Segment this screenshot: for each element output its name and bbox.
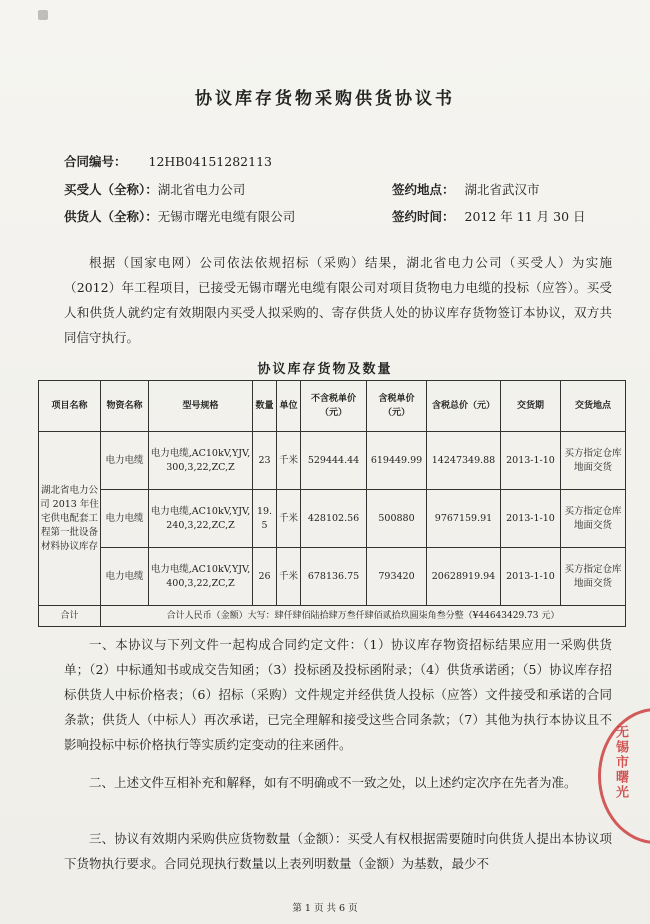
seal-text: 无锡市曙光 bbox=[613, 725, 628, 800]
price-ex-cell: 529444.44 bbox=[301, 432, 367, 490]
table-header-row bbox=[39, 381, 626, 432]
table-row bbox=[39, 548, 626, 606]
supplier-label: 供货人（全称）： bbox=[64, 209, 158, 224]
total-cell: 14247349.88 bbox=[427, 432, 501, 490]
scan-mark bbox=[38, 10, 48, 20]
sign-time-label: 签约时间： bbox=[392, 209, 455, 224]
price-in-cell: 500880 bbox=[367, 490, 427, 548]
delivery-cell: 2013-1-10 bbox=[501, 548, 561, 606]
price-ex-cell: 428102.56 bbox=[301, 490, 367, 548]
header-project: 项目名称 bbox=[39, 381, 101, 432]
header-price-in: 含税单价（元） bbox=[367, 381, 427, 432]
document-title: 协议库存货物采购供货协议书 bbox=[195, 89, 455, 109]
header-price-ex: 不含税单价（元） bbox=[301, 381, 367, 432]
spec-cell: 电力电缆,AC10kV,YJV,300,3,22,ZC,Z bbox=[149, 432, 253, 490]
place-cell: 买方指定仓库地面交货 bbox=[561, 432, 626, 490]
material-cell: 电力电缆 bbox=[101, 432, 149, 490]
sign-place-label: 签约地点： bbox=[392, 182, 455, 197]
buyer-line bbox=[64, 180, 245, 198]
qty-cell: 19.5 bbox=[253, 490, 277, 548]
supplier-name: 无锡市曙光电缆有限公司 bbox=[157, 209, 296, 224]
price-in-cell: 793420 bbox=[367, 548, 427, 606]
table-row bbox=[39, 490, 626, 548]
project-name-cell: 湖北省电力公司 2013 年住宅供电配套工程第一批设备材料协议库存 bbox=[39, 432, 101, 606]
price-in-cell: 619449.99 bbox=[367, 432, 427, 490]
intro-paragraph: 根据（国家电网）公司依法依规招标（采购）结果，湖北省电力公司（买受人）为实施（2012）年工程项目，已接受无锡市曙光电缆有限公司对项目货物电力电缆的投标（应答）。买受人和供货人就约定有效期限内买受人拟采购的、寄存供货人处的协议库存货物签订本协议，双方共同信守执行。 bbox=[64, 255, 612, 345]
unit-cell: 千米 bbox=[277, 490, 301, 548]
header-spec: 型号规格 bbox=[149, 381, 253, 432]
sign-place: 湖北省武汉市 bbox=[464, 182, 540, 197]
material-cell: 电力电缆 bbox=[101, 490, 149, 548]
total-label: 合计 bbox=[39, 606, 101, 627]
table-row bbox=[39, 432, 626, 490]
clause-3: 三、协议有效期内采购供应货物数量（金额）：买受人有权根据需要随时向供货人提出本协议项下货物执行要求。合同兑现执行数量以上表列明数量（金额）为基数，最少不 bbox=[64, 831, 612, 871]
clause-1: 一、本协议与下列文件一起构成合同约定文件：（1）协议库存物资招标结果应用一采购供货单；（2）中标通知书或成交告知函；（3）投标函及投标函附录；（4）供货承诺函；（5）协议库存招标供货人中标价格表；（6）招标（采购）文件规定并经供货人投标（应答）文件接受和承诺的合同条款；供货人（中标人）再次承诺，已完全理解和接受这些合同条款；（7）其他为执行本协议且不影响投标中标价格执行等实质约定变动的往来函件。 bbox=[64, 637, 612, 752]
place-cell: 买方指定仓库地面交货 bbox=[561, 490, 626, 548]
material-cell: 电力电缆 bbox=[101, 548, 149, 606]
header-material: 物资名称 bbox=[101, 381, 149, 432]
header-total: 含税总价（元） bbox=[427, 381, 501, 432]
spec-cell: 电力电缆,AC10kV,YJV,240,3,22,ZC,Z bbox=[149, 490, 253, 548]
unit-cell: 千米 bbox=[277, 548, 301, 606]
table-total-row bbox=[39, 606, 626, 627]
sign-time-line bbox=[392, 207, 586, 225]
contract-number: 12HB04151282113 bbox=[148, 154, 272, 169]
header-delivery: 交货期 bbox=[501, 381, 561, 432]
place-cell: 买方指定仓库地面交货 bbox=[561, 548, 626, 606]
price-ex-cell: 678136.75 bbox=[301, 548, 367, 606]
buyer-name: 湖北省电力公司 bbox=[157, 182, 246, 197]
delivery-cell: 2013-1-10 bbox=[501, 490, 561, 548]
page-footer: 第 1 页 共 6 页 bbox=[292, 903, 358, 914]
total-cell: 9767159.91 bbox=[427, 490, 501, 548]
buyer-label: 买受人（全称）： bbox=[64, 182, 158, 197]
supplier-line bbox=[64, 207, 295, 225]
total-cell: 20628919.94 bbox=[427, 548, 501, 606]
qty-cell: 23 bbox=[253, 432, 277, 490]
contract-number-line bbox=[64, 152, 272, 170]
goods-table bbox=[38, 380, 626, 627]
spec-cell: 电力电缆,AC10kV,YJV,400,3,22,ZC,Z bbox=[149, 548, 253, 606]
total-amount: 合计人民币（金额）大写：肆仟肆佰陆拾肆万叁仟肆佰贰拾玖圆柒角叁分整（¥44643429.73 元） bbox=[101, 606, 626, 627]
header-unit: 单位 bbox=[277, 381, 301, 432]
table-title: 协议库存货物及数量 bbox=[257, 362, 393, 377]
sign-place-line bbox=[392, 180, 540, 198]
sign-time: 2012 年 11 月 30 日 bbox=[464, 209, 586, 224]
header-place: 交货地点 bbox=[561, 381, 626, 432]
qty-cell: 26 bbox=[253, 548, 277, 606]
contract-number-label: 合同编号： bbox=[64, 154, 127, 169]
delivery-cell: 2013-1-10 bbox=[501, 432, 561, 490]
clause-2: 二、上述文件互相补充和解释，如有不明确或不一致之处，以上述约定次序在先者为准。 bbox=[89, 775, 577, 790]
unit-cell: 千米 bbox=[277, 432, 301, 490]
header-qty: 数量 bbox=[253, 381, 277, 432]
